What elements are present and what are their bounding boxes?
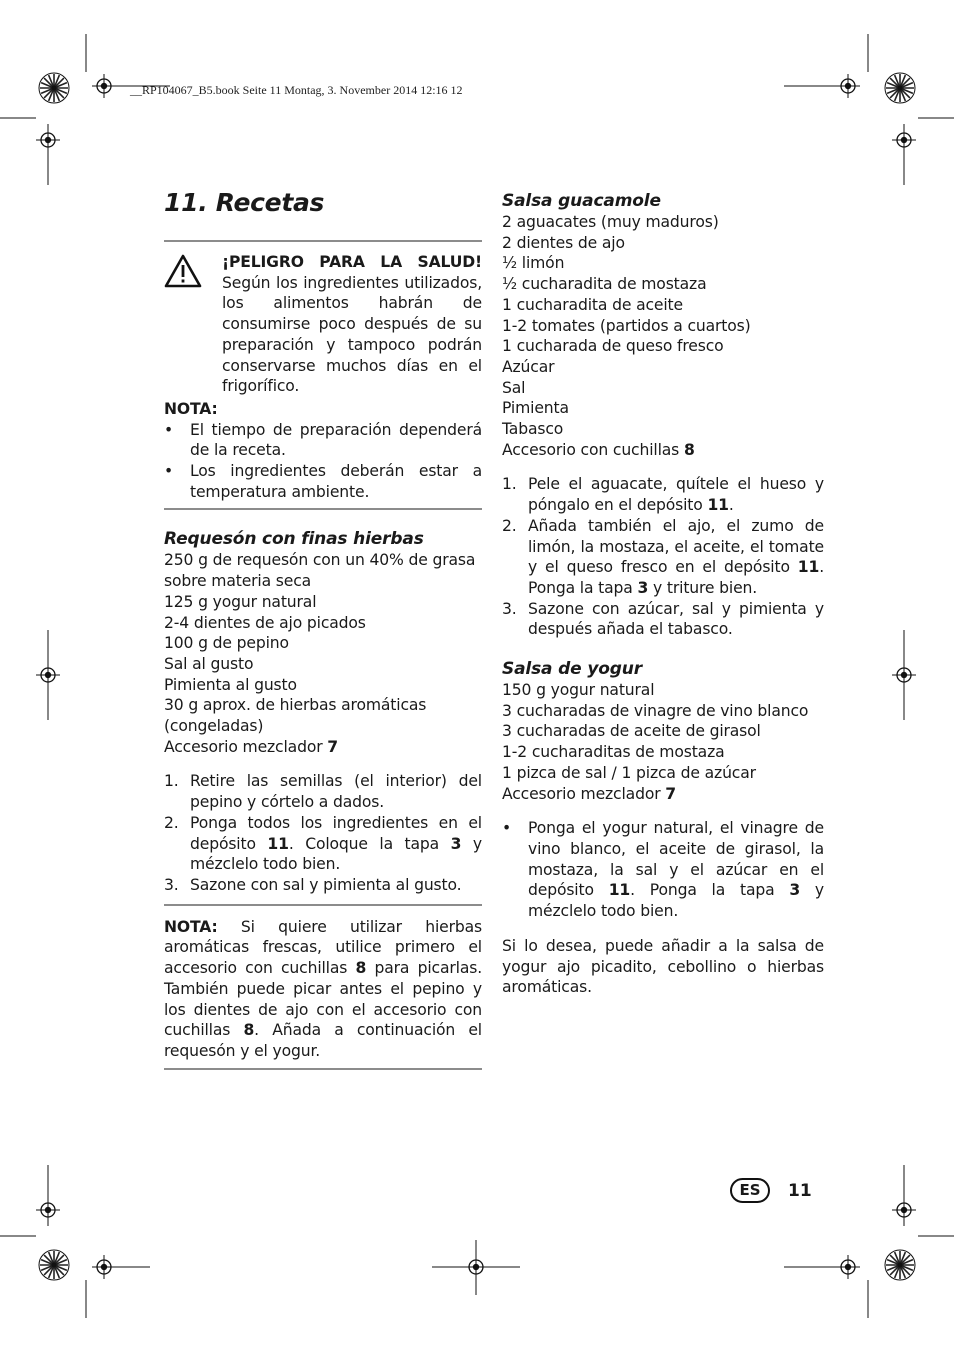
tip-paragraph: NOTA: Si quiere utilizar hierbas aromáticas frescas, utilice primero el accesorio con cuchillas 8 para picarlas. También puede picar antes el pepino y los dientes de ajo con el accesorio con cuchillas 8. Añada a continuación el requesón y el yogur. [164,917,483,1060]
part-number: 11 [608,881,631,900]
ingredient: 250 g de requesón con un 40% de grasa sobre materia seca [164,551,476,591]
accessory-number: 7 [327,737,338,756]
part-number: 11 [707,496,729,515]
part-number: 3 [789,881,801,900]
note-heading: NOTA: [164,399,218,418]
language-badge: ES [730,1178,770,1203]
step-number: 2. [164,813,179,832]
ingredient: 1 pizca de sal / 1 pizca de azúcar [502,763,756,782]
ingredient [164,737,482,758]
ingredient-list [164,550,482,757]
health-warning [164,242,482,397]
part-number: NOTA: [164,917,218,936]
step-item: 2. Ponga todos los ingredientes en el depósito 11. Coloque la tapa 3 y mézclelo todo bien. [164,813,483,874]
note-list [164,420,482,503]
warning-label: ¡PELIGRO PARA LA SALUD! [222,253,482,271]
accessory-text: Accesorio mezclador [502,784,666,803]
part-number: 8 [243,1021,255,1040]
accessory-number: 8 [683,440,695,459]
ingredient: 1 cucharadita de aceite [502,295,683,314]
ingredient-list [502,212,824,460]
ingredient: Tabasco [502,420,564,439]
ingredient: 30 g aprox. de hierbas aromáticas (congeladas) [164,696,427,736]
ingredient: Sal [502,378,526,397]
divider [164,1068,482,1070]
color-target-icon [39,73,69,103]
ingredient: 3 cucharadas de aceite de girasol [502,722,761,741]
ingredient: ½ limón [502,254,565,273]
recipe-title: Salsa de yogur [502,659,642,680]
part-number: 3 [450,834,462,853]
step-item: 1. Retire las semillas (el interior) del pepino y córtelo a dados. [164,772,482,812]
accessory-text: Accesorio con cuchillas [502,440,684,459]
part-number: 8 [355,959,367,978]
registration-mark-icon [892,128,916,152]
part-number: 3 [637,578,649,597]
registration-mark-icon [892,663,916,687]
page-footer [730,1178,812,1203]
ingredient: 2 aguacates (muy maduros) [502,213,719,231]
ingredient: Pimienta [502,399,569,418]
ingredient: Sal al gusto [164,654,254,673]
step-item: 3. Sazone con azúcar, sal y pimienta y después añada el tabasco. [502,599,824,639]
ingredient: 2-4 dientes de ajo picados [164,613,366,632]
registration-mark-icon [36,1198,60,1222]
ingredient: 1-2 cucharaditas de mostaza [502,743,725,762]
registration-mark-icon [36,128,60,152]
color-target-icon [39,1250,69,1280]
ingredient: 125 g yogur natural [164,592,317,611]
right-column [502,190,824,998]
step-number: 1. [164,772,179,791]
ingredient: 2 dientes de ajo [502,233,625,252]
recipe-title: Requesón con finas hierbas [164,529,424,550]
ingredient: Azúcar [502,357,555,376]
step-item: 3. Sazone con sal y pimienta al gusto. [164,875,462,894]
ingredient [502,784,824,805]
color-target-icon [885,73,915,103]
left-column [164,186,482,1070]
warning-triangle-icon [164,252,222,397]
registration-mark-icon [36,663,60,687]
ingredient [502,440,824,461]
steps [502,474,824,640]
instruction-list [502,818,824,922]
accessory-number: 7 [665,784,676,803]
step-number: 3. [502,599,517,618]
ingredient: 150 g yogur natural [502,681,655,700]
ingredient: ½ cucharadita de mostaza [502,275,707,294]
list-item: • Los ingredientes deberán estar a temperatura ambiente. [164,461,482,502]
step-item: 2. Añada también el ajo, el zumo de limón, la mostaza, el aceite, el tomate y el queso fresco en el depósito 11. Ponga la tapa 3 y triture bien. [502,516,824,597]
ingredient: 1-2 tomates (partidos a cuartos) [502,316,751,335]
closing-paragraph: Si lo desea, puede añadir a la salsa de yogur ajo picadito, cebollino o hierbas aromáticas. [502,936,824,997]
warning-text [222,252,482,397]
ingredient: 3 cucharadas de vinagre de vino blanco [502,701,809,720]
steps [164,771,482,895]
list-item: • Ponga el yogur natural, el vinagre de vino blanco, el aceite de girasol, la mostaza, la sal y el azúcar en el depósito 11. Ponga la tapa 3 y mézclelo todo bien. [502,818,824,922]
accessory-text: Accesorio mezclador [164,737,328,756]
page-number: 11 [788,1180,812,1201]
part-number: 11 [267,834,289,853]
ingredient: 100 g de pepino [164,634,289,653]
step-number: 1. [502,475,517,494]
part-number: 11 [797,558,820,577]
registration-mark-icon [836,1255,860,1279]
step-number: 2. [502,516,517,535]
list-item: • El tiempo de preparación dependerá de la receta. [164,420,482,461]
registration-mark-icon [836,74,860,98]
file-header: __RP104067_B5.book Seite 11 Montag, 3. November 2014 12:16 12 [130,83,463,97]
recipe-title: Salsa guacamole [502,191,661,211]
ingredient: Pimienta al gusto [164,675,297,694]
step-item: 1. Pele el aguacate, quítele el hueso y póngalo en el depósito 11. [502,475,824,515]
ingredient: 1 cucharada de queso fresco [502,337,724,356]
registration-mark-icon [92,1255,116,1279]
ingredient-list [502,680,824,804]
warning-body: Según los ingredientes utilizados, los alimentos habrán de consumirse poco después de su preparación y tampoco podrán conservarse muchos días en el frigorífico. [222,273,482,396]
registration-mark-icon [892,1198,916,1222]
registration-mark-icon [464,1255,488,1279]
step-number: 3. [164,875,179,894]
page-title: 11. Recetas [164,188,325,217]
color-target-icon [885,1250,915,1280]
registration-mark-icon [92,74,116,98]
